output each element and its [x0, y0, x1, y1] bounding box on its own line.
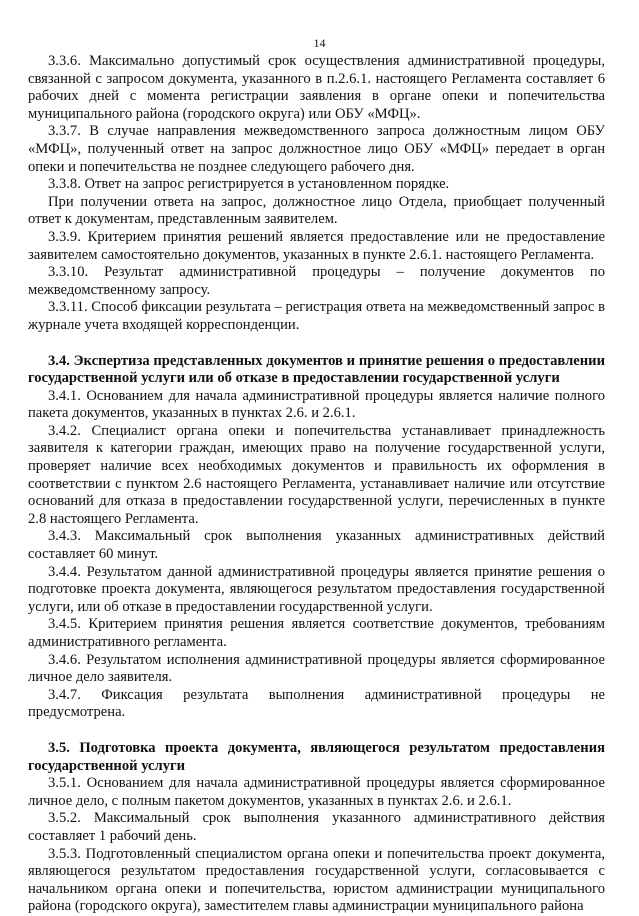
- paragraph: 3.4.2. Специалист органа опеки и попечительства устанавливает принадлежность заявителя к категории граждан, имеющих право на получение государственной услуги, проверяет наличие всех необходимых документов и правильность их оформления в соответствии с пунктом 2.6 настоящего Регламента, устанавливает наличие или отсутствие оснований для отказа в предоставлении государственной услуги, перечисленных в пункте 2.8 настоящего Регламента.: [28, 422, 605, 527]
- paragraph: 3.3.6. Максимально допустимый срок осуществления административной процедуры, связанной с запросом документа, указанного в п.2.6.1. настоящего Регламента составляет 6 рабочих дней с момента регистрации заявления в органе опеки и попечительства муниципального района (городского округа) или ОБУ «МФЦ».: [28, 53, 605, 122]
- paragraph: 3.3.11. Способ фиксации результата – регистрация ответа на межведомственный запрос в журнале учета входящей корреспонденции.: [28, 299, 605, 333]
- section-gap: [28, 722, 605, 740]
- paragraph: 3.4.4. Результатом данной административной процедуры является принятие решения о подготовке проекта документа, являющегося результатом предоставления государственной услуги, или об отказе в предоставлении государственной услуги.: [28, 563, 605, 615]
- paragraph: 3.4.7. Фиксация результата выполнения административной процедуры не предусмотрена.: [28, 686, 605, 721]
- section-heading: 3.4. Экспертиза представленных документов и принятие решения о предоставлении государственной услуги или об отказе в предоставлении государственной услуги: [28, 352, 605, 387]
- paragraph: 3.3.8. Ответ на запрос регистрируется в установленном порядке.: [48, 176, 450, 193]
- document-body: [28, 53, 605, 916]
- paragraph: 3.5.1. Основанием для начала административной процедуры является сформированное личное дело, с полным пакетом документов, указанных в пунктах 2.6. и 2.6.1.: [28, 775, 605, 809]
- page-number: 14: [313, 36, 326, 50]
- paragraph: 3.3.9. Критерием принятия решений является предоставление или не предоставление заявителем самостоятельно документов, указанных в пункте 2.6.1. настоящего Регламента.: [28, 228, 605, 263]
- paragraph: При получении ответа на запрос, должностное лицо Отдела, приобщает полученный ответ к документам, представленным заявителем.: [28, 193, 605, 228]
- paragraph: 3.3.10. Результат административной процедуры – получение документов по межведомственному запросу.: [28, 264, 605, 298]
- paragraph: 3.3.7. В случае направления межведомственного запроса должностным лицом ОБУ «МФЦ», полученный ответ на запрос должностное лицо ОБУ «МФЦ» передает в орган опеки и попечительства не позднее следующего рабочего дня.: [28, 123, 605, 175]
- paragraph: 3.5.3. Подготовленный специалистом органа опеки и попечительства проект документа, являющегося результатом предоставления государственной услуги, согласовывается с начальником органа опеки и попечительства, юристом администрации муниципального района (городского округа), заместителем главы администрации муниципального района: [28, 845, 605, 915]
- paragraph: 3.4.1. Основанием для начала административной процедуры является наличие полного пакета документов, указанных в пунктах 2.6. и 2.6.1.: [28, 387, 605, 422]
- section-heading: 3.5. Подготовка проекта документа, являющегося результатом предоставления государственной услуги: [28, 739, 605, 774]
- paragraph: 3.4.3. Максимальный срок выполнения указанных административных действий составляет 60 минут.: [28, 528, 605, 563]
- section-gap: [28, 335, 605, 353]
- paragraph: 3.4.5. Критерием принятия решения является соответствие документов, требованиям административного регламента.: [28, 616, 605, 650]
- paragraph: 3.5.2. Максимальный срок выполнения указанного административного действия составляет 1 рабочий день.: [28, 810, 605, 844]
- paragraph: 3.4.6. Результатом исполнения административной процедуры является сформированное личное дело заявителя.: [28, 651, 605, 686]
